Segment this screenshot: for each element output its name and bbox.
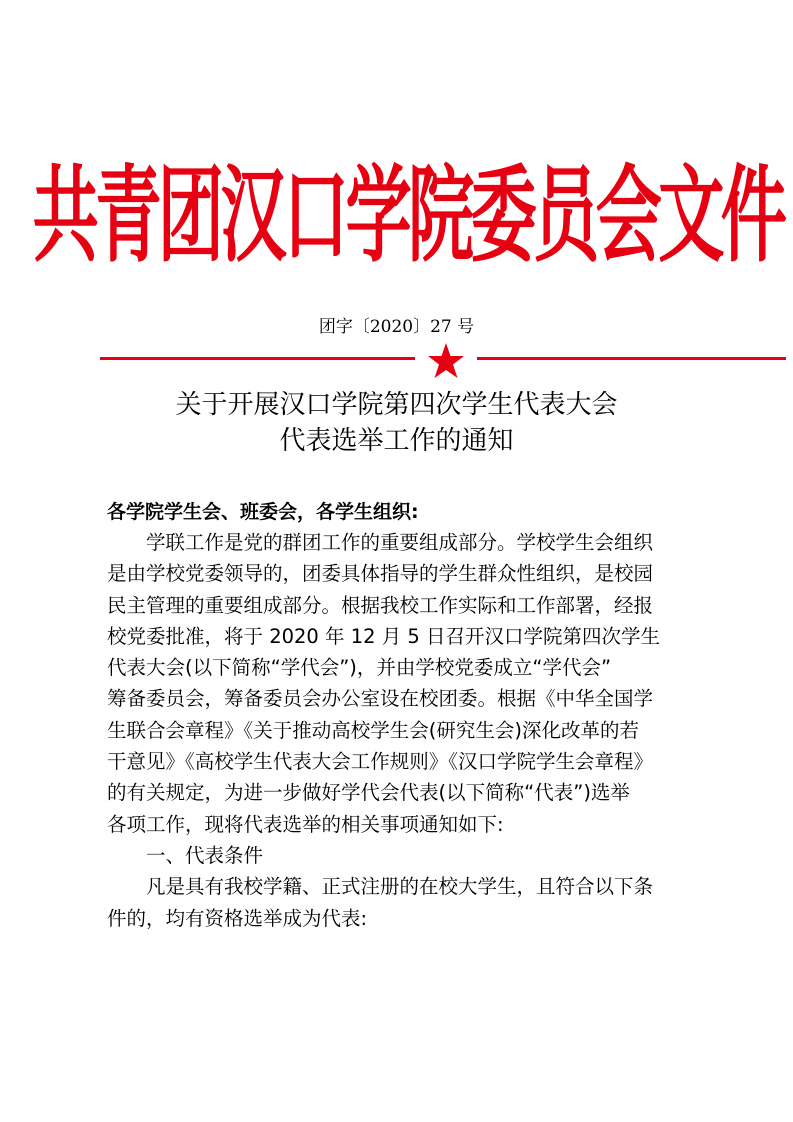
notice-title-line-1: 关于开展汉口学院第四次学生代表大会: [175, 390, 618, 420]
body-line: 件的，均有资格选举成为代表:: [107, 906, 368, 930]
document-number: 团字〔2020〕27 号: [318, 317, 475, 337]
body-line: 凡是具有我校学籍、正式注册的在校大学生，且符合以下条: [146, 875, 654, 899]
body-line: 校党委批准，将于 2020 年 12 月 5 日召开汉口学院第四次学生: [107, 624, 661, 648]
body-line: 代表大会(以下简称“学代会”)，并由学校党委成立“学代会”: [107, 656, 612, 680]
masthead: [0, 140, 793, 290]
red-separator: [100, 343, 786, 373]
body-line: 各项工作，现将代表选举的相关事项通知如下:: [107, 812, 504, 836]
notice-body: [107, 527, 697, 934]
separator-line-right: [477, 357, 786, 360]
body-line: 干意见》《高校学生代表大会工作规则》《汉口学院学生会章程》: [107, 750, 654, 774]
section-heading: 一、代表条件: [146, 843, 264, 867]
red-star-icon: [427, 343, 465, 379]
body-line: 生联合会章程》《关于推动高校学生会(研究生会)深化改革的若: [107, 718, 639, 742]
body-line: 是由学校党委领导的，团委具体指导的学生群众性组织，是校园: [107, 562, 654, 586]
body-line: 筹备委员会，筹备委员会办公室设在校团委。根据《中华全国学: [107, 687, 654, 711]
body-line: 民主管理的重要组成部分。根据我校工作实际和工作部署，经报: [107, 593, 654, 617]
salutation: 各学院学生会、班委会，各学生组织:: [107, 501, 419, 523]
masthead-title: 共青团汉口学院委员会文件: [32, 152, 784, 276]
body-line: 学联工作是党的群团工作的重要组成部分。学校学生会组织: [146, 531, 654, 554]
body-line: 的有关规定，为进一步做好学代会代表(以下简称“代表”)选举: [107, 781, 630, 805]
notice-title-line-2: 代表选举工作的通知: [279, 426, 514, 456]
separator-line-left: [100, 357, 415, 360]
